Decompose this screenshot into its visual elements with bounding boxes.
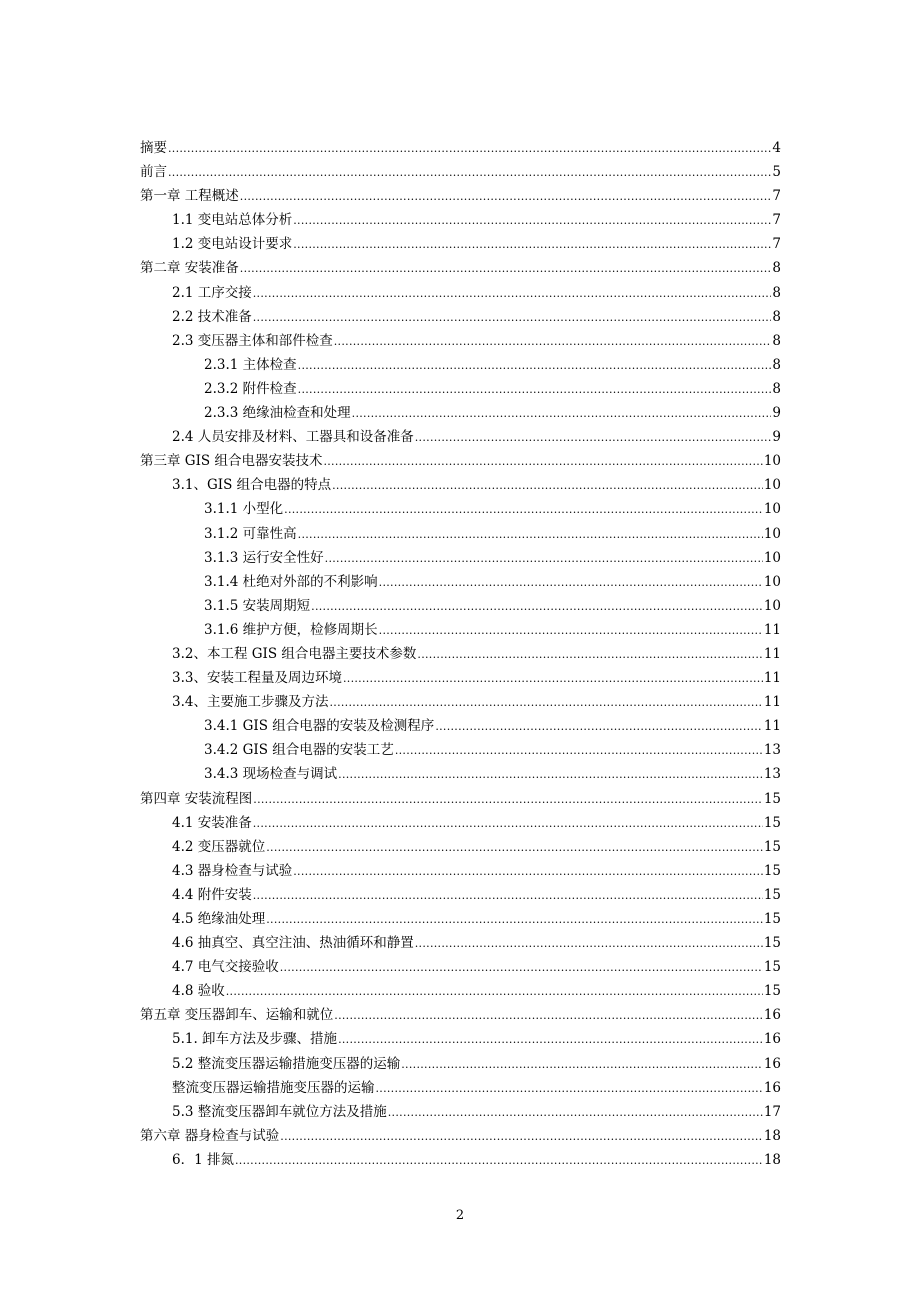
toc-dot-leader bbox=[401, 1053, 763, 1076]
toc-entry-page: 9 bbox=[772, 429, 781, 446]
toc-entry[interactable] bbox=[140, 208, 781, 232]
toc-dot-leader bbox=[388, 1101, 763, 1124]
toc-entry[interactable] bbox=[140, 136, 781, 160]
toc-entry-page: 11 bbox=[763, 718, 781, 735]
toc-entry-page: 15 bbox=[763, 911, 781, 927]
toc-entry[interactable] bbox=[140, 522, 781, 546]
toc-entry-page: 15 bbox=[763, 790, 781, 807]
toc-entry[interactable] bbox=[140, 594, 781, 618]
toc-dot-leader bbox=[284, 498, 763, 521]
toc-entry-title: 2.1 工序交接 bbox=[172, 284, 252, 301]
toc-entry-page: 7 bbox=[772, 212, 781, 229]
toc-entry[interactable] bbox=[140, 305, 781, 329]
toc-entry-title: 1.1 变电站总体分析 bbox=[172, 212, 293, 229]
toc-entry-title: 4.8 验收 bbox=[172, 983, 225, 1000]
toc-entry-page: 8 bbox=[772, 356, 781, 373]
toc-entry-title: 5.2 整流变压器运输措施变压器的运输 bbox=[172, 1055, 401, 1072]
toc-entry-page: 11 bbox=[763, 694, 781, 711]
toc-entry-title: 5.3 整流变压器卸车就位方法及措施 bbox=[172, 1103, 387, 1120]
toc-entry-page: 13 bbox=[763, 742, 781, 759]
toc-entry-page: 11 bbox=[763, 621, 781, 638]
toc-dot-leader bbox=[293, 209, 771, 232]
toc-entry-page: 18 bbox=[763, 1151, 781, 1168]
toc-entry[interactable] bbox=[140, 811, 781, 835]
toc-entry-page: 15 bbox=[763, 983, 781, 1000]
toc-entry-page: 10 bbox=[763, 501, 781, 518]
toc-entry[interactable] bbox=[140, 883, 781, 907]
toc-entry-title: 摘要 bbox=[140, 140, 167, 156]
toc-entry-page: 5 bbox=[772, 164, 781, 181]
toc-dot-leader bbox=[332, 474, 763, 497]
toc-entry-title: 4.6 抽真空、真空注油、热油循环和静置 bbox=[172, 935, 414, 952]
toc-entry-page: 10 bbox=[763, 573, 781, 590]
toc-entry[interactable] bbox=[140, 546, 781, 570]
toc-dot-leader bbox=[253, 282, 772, 305]
toc-entry-page: 7 bbox=[772, 188, 781, 205]
toc-entry-page: 8 bbox=[772, 260, 781, 277]
toc-entry-title: 第六章 器身检查与试验 bbox=[140, 1127, 280, 1144]
toc-dot-leader bbox=[293, 233, 771, 256]
toc-entry[interactable] bbox=[140, 618, 781, 642]
toc-entry-title: 3.1.2 可靠性高 bbox=[204, 525, 297, 542]
toc-entry-page: 8 bbox=[772, 380, 781, 397]
toc-entry-title: 第四章 安装流程图 bbox=[140, 790, 253, 807]
toc-entry[interactable] bbox=[140, 449, 781, 473]
toc-dot-leader bbox=[435, 715, 763, 738]
toc-entry-page: 16 bbox=[763, 1055, 781, 1072]
toc-entry-page: 9 bbox=[772, 405, 781, 422]
toc-entry[interactable] bbox=[140, 1003, 781, 1027]
toc-entry-title: 第一章 工程概述 bbox=[140, 188, 239, 205]
toc-entry[interactable] bbox=[140, 714, 781, 738]
toc-entry[interactable] bbox=[140, 931, 781, 955]
toc-dot-leader bbox=[334, 1004, 763, 1027]
toc-dot-leader bbox=[253, 306, 772, 329]
toc-dot-leader bbox=[338, 1028, 763, 1051]
toc-entry[interactable] bbox=[140, 281, 781, 305]
toc-entry-title: 4.1 安装准备 bbox=[172, 814, 252, 831]
toc-entry[interactable] bbox=[140, 738, 781, 762]
toc-entry-page: 10 bbox=[763, 477, 781, 494]
toc-dot-leader bbox=[395, 739, 763, 762]
toc-dot-leader bbox=[338, 763, 763, 786]
page-number: 2 bbox=[455, 1208, 465, 1223]
toc-entry[interactable] bbox=[140, 184, 781, 208]
toc-dot-leader bbox=[415, 932, 763, 955]
toc-entry-title: 6．1 排氮 bbox=[172, 1151, 234, 1168]
toc-entry-page: 8 bbox=[772, 308, 781, 325]
toc-entry-page: 15 bbox=[763, 838, 781, 855]
toc-dot-leader bbox=[168, 161, 771, 184]
toc-entry[interactable] bbox=[140, 160, 781, 184]
toc-entry-page: 15 bbox=[763, 862, 781, 879]
toc-entry-title: 第五章 变压器卸车、运输和就位 bbox=[140, 1007, 334, 1024]
toc-entry[interactable] bbox=[140, 473, 781, 497]
toc-entry-page: 15 bbox=[763, 959, 781, 976]
toc-entry-page: 10 bbox=[763, 549, 781, 566]
toc-entry-page: 10 bbox=[763, 525, 781, 542]
toc-dot-leader bbox=[280, 1125, 763, 1148]
toc-dot-leader bbox=[235, 1149, 763, 1172]
toc-dot-leader bbox=[325, 547, 763, 570]
toc-entry-page: 15 bbox=[763, 814, 781, 831]
toc-dot-leader bbox=[298, 378, 772, 401]
toc-entry-title: 2.3.2 附件检查 bbox=[204, 380, 297, 397]
toc-entry-title: 整流变压器运输措施变压器的运输 bbox=[172, 1079, 375, 1096]
toc-entry[interactable] bbox=[140, 377, 781, 401]
toc-entry-title: 3.1.4 杜绝对外部的不利影响 bbox=[204, 573, 378, 590]
toc-entry[interactable] bbox=[140, 1027, 781, 1051]
toc-dot-leader bbox=[240, 185, 772, 208]
toc-dot-leader bbox=[168, 137, 771, 160]
toc-entry-page: 4 bbox=[772, 140, 781, 156]
toc-entry-page: 8 bbox=[772, 284, 781, 301]
toc-entry[interactable] bbox=[140, 353, 781, 377]
toc-dot-leader bbox=[415, 426, 772, 449]
toc-entry[interactable] bbox=[140, 1100, 781, 1124]
toc-entry-title: 3.1.3 运行安全性好 bbox=[204, 549, 324, 566]
toc-dot-leader bbox=[293, 860, 763, 883]
toc-entry-title: 4.7 电气交接验收 bbox=[172, 959, 279, 976]
toc-entry-page: 10 bbox=[763, 597, 781, 614]
toc-entry[interactable] bbox=[140, 232, 781, 256]
toc-entry-title: 4.3 器身检查与试验 bbox=[172, 862, 293, 879]
toc-entry[interactable] bbox=[140, 787, 781, 811]
toc-dot-leader bbox=[298, 523, 763, 546]
toc-entry-title: 3.4.1 GIS 组合电器的安装及检测程序 bbox=[204, 718, 435, 735]
toc-entry-page: 18 bbox=[763, 1127, 781, 1144]
toc-dot-leader bbox=[379, 619, 763, 642]
toc-entry[interactable] bbox=[140, 762, 781, 786]
toc-dot-leader bbox=[266, 836, 763, 859]
toc-entry-title: 3.1.5 安装周期短 bbox=[204, 597, 311, 614]
toc-dot-leader bbox=[334, 330, 772, 353]
toc-dot-leader bbox=[280, 956, 763, 979]
toc-entry[interactable] bbox=[140, 425, 781, 449]
toc-entry[interactable] bbox=[140, 256, 781, 280]
toc-entry-title: 3.4、主要施工步骤及方法 bbox=[172, 694, 329, 711]
toc-entry-page: 10 bbox=[763, 453, 781, 470]
toc-entry-title: 3.4.2 GIS 组合电器的安装工艺 bbox=[204, 742, 394, 759]
toc-entry-page: 11 bbox=[763, 645, 781, 662]
toc-entry-title: 4.2 变压器就位 bbox=[172, 838, 266, 855]
toc-dot-leader bbox=[253, 884, 763, 907]
toc-entry-page: 16 bbox=[763, 1007, 781, 1024]
toc-entry[interactable] bbox=[140, 907, 781, 931]
toc-dot-leader bbox=[376, 1077, 763, 1100]
toc-dot-leader bbox=[298, 354, 772, 377]
toc-dot-leader bbox=[417, 643, 762, 666]
toc-entry[interactable] bbox=[140, 401, 781, 425]
toc-entry-page: 16 bbox=[763, 1079, 781, 1096]
toc-dot-leader bbox=[253, 788, 763, 811]
toc-entry-page: 11 bbox=[763, 670, 781, 687]
toc-entry-page: 15 bbox=[763, 935, 781, 952]
toc-entry[interactable] bbox=[140, 570, 781, 594]
toc-entry-title: 1.2 变电站设计要求 bbox=[172, 236, 293, 253]
toc-entry-title: 第二章 安装准备 bbox=[140, 260, 239, 277]
toc-dot-leader bbox=[253, 812, 763, 835]
toc-entry[interactable] bbox=[140, 329, 781, 353]
toc-entry[interactable] bbox=[140, 979, 781, 1003]
toc-dot-leader bbox=[240, 257, 772, 280]
table-of-contents bbox=[140, 136, 781, 1172]
toc-entry[interactable] bbox=[140, 859, 781, 883]
toc-entry-title: 5.1. 卸车方法及步骤、措施 bbox=[172, 1031, 338, 1048]
toc-entry-title: 3.1.1 小型化 bbox=[204, 501, 284, 518]
toc-entry-page: 13 bbox=[763, 766, 781, 783]
toc-dot-leader bbox=[266, 908, 763, 931]
toc-entry-title: 3.2、本工程 GIS 组合电器主要技术参数 bbox=[172, 645, 417, 662]
toc-entry-title: 2.2 技术准备 bbox=[172, 308, 252, 325]
toc-entry-title: 2.3.3 绝缘油检查和处理 bbox=[204, 405, 351, 422]
toc-entry[interactable] bbox=[140, 1076, 781, 1100]
toc-entry-title: 2.4 人员安排及材料、工器具和设备准备 bbox=[172, 429, 414, 446]
toc-entry-title: 4.4 附件安装 bbox=[172, 886, 252, 903]
toc-entry-title: 前言 bbox=[140, 164, 167, 181]
toc-entry[interactable] bbox=[140, 690, 781, 714]
toc-entry-title: 3.4.3 现场检查与调试 bbox=[204, 766, 338, 783]
toc-entry-page: 8 bbox=[772, 332, 781, 349]
toc-dot-leader bbox=[311, 595, 763, 618]
toc-entry-title: 4.5 绝缘油处理 bbox=[172, 911, 266, 927]
toc-entry[interactable] bbox=[140, 497, 781, 521]
toc-dot-leader bbox=[343, 667, 763, 690]
toc-entry-title: 3.1、GIS 组合电器的特点 bbox=[172, 477, 332, 494]
toc-entry[interactable] bbox=[140, 642, 781, 666]
toc-entry-title: 第三章 GIS 组合电器安装技术 bbox=[140, 453, 323, 470]
toc-entry[interactable] bbox=[140, 1052, 781, 1076]
toc-entry-page: 17 bbox=[763, 1103, 781, 1120]
toc-dot-leader bbox=[226, 980, 763, 1003]
toc-entry[interactable] bbox=[140, 955, 781, 979]
toc-entry[interactable] bbox=[140, 1148, 781, 1172]
toc-entry-title: 2.3.1 主体检查 bbox=[204, 356, 297, 373]
toc-entry-page: 7 bbox=[772, 236, 781, 253]
toc-dot-leader bbox=[323, 450, 762, 473]
toc-dot-leader bbox=[329, 691, 762, 714]
toc-entry-page: 15 bbox=[763, 886, 781, 903]
toc-dot-leader bbox=[352, 402, 772, 425]
toc-entry-title: 3.1.6 维护方便，检修周期长 bbox=[204, 621, 378, 638]
toc-entry-title: 3.3、安装工程量及周边环境 bbox=[172, 670, 342, 687]
toc-entry-page: 16 bbox=[763, 1031, 781, 1048]
toc-entry[interactable] bbox=[140, 1124, 781, 1148]
toc-entry-title: 2.3 变压器主体和部件检查 bbox=[172, 332, 333, 349]
toc-entry[interactable] bbox=[140, 835, 781, 859]
toc-dot-leader bbox=[379, 571, 763, 594]
toc-entry[interactable] bbox=[140, 666, 781, 690]
